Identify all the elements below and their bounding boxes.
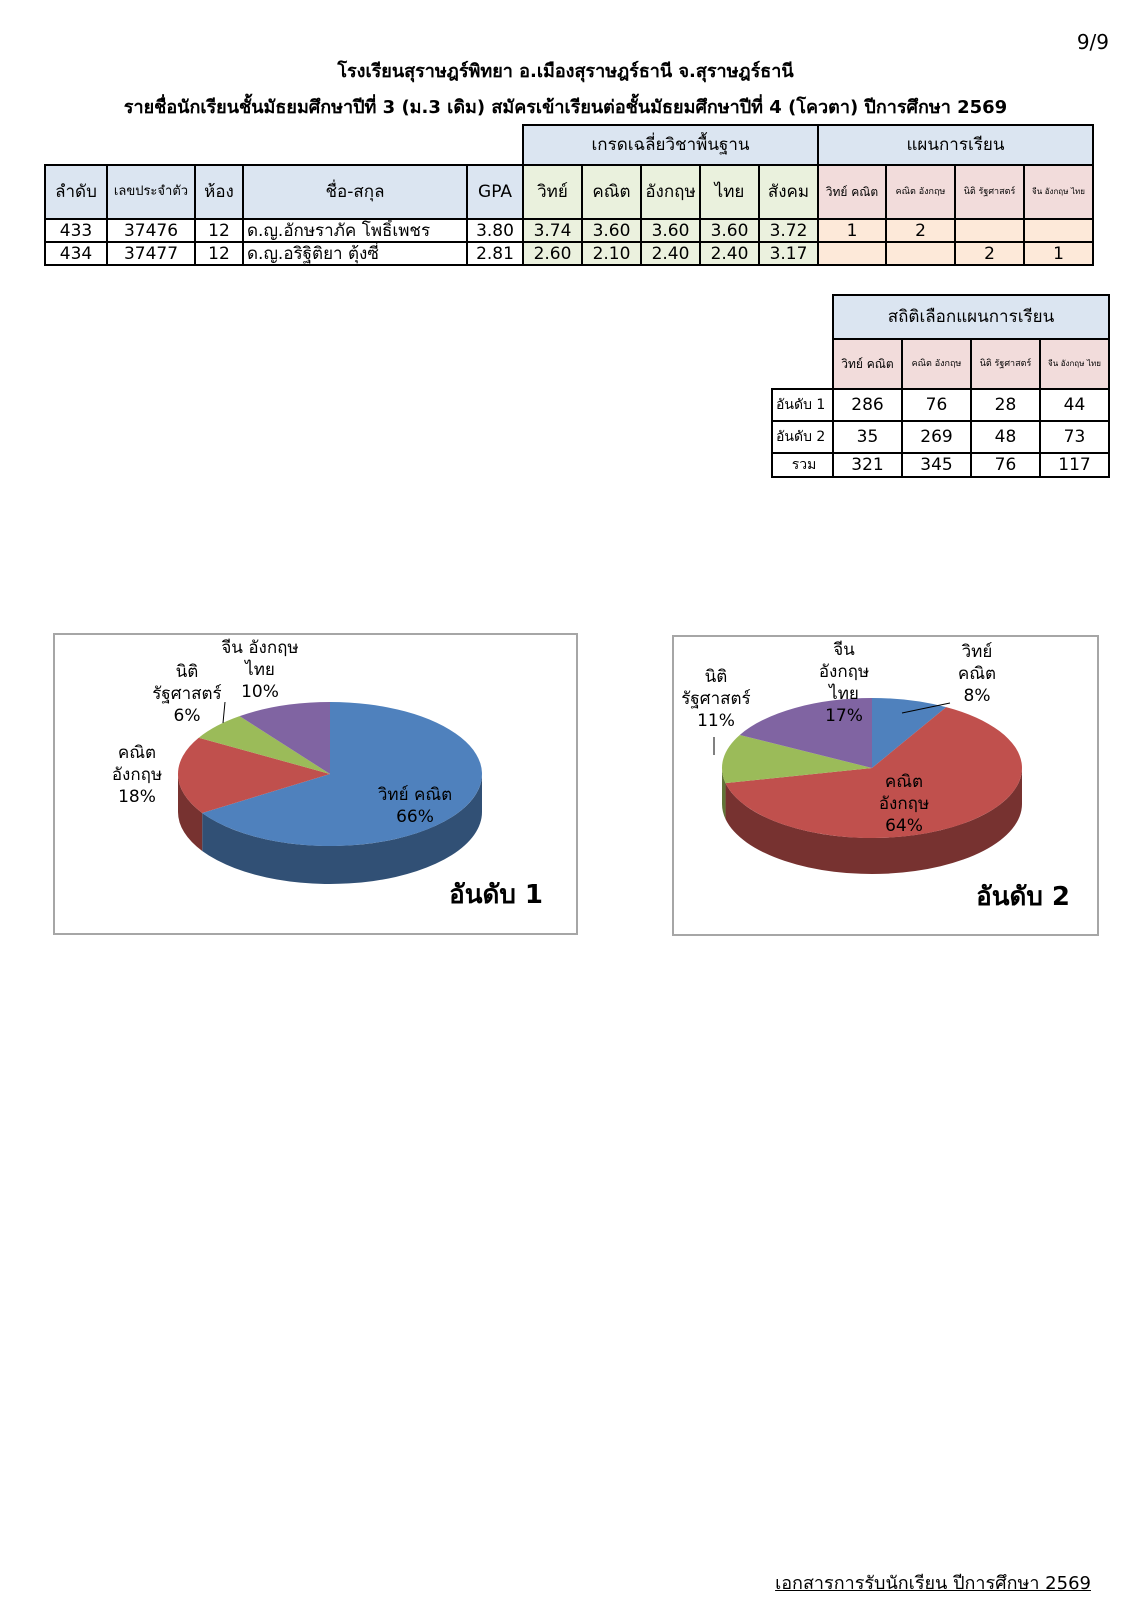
pie-chart-title: อันดับ 1 bbox=[449, 880, 543, 910]
cell-plan-chinese bbox=[1024, 219, 1093, 242]
cell-math: 3.60 bbox=[582, 219, 641, 242]
cell-plan-sci-math bbox=[818, 242, 886, 265]
cell-name: ด.ญ.อริฐิติยา ตุ้งซี่ bbox=[243, 242, 467, 265]
stats-cell: 286 bbox=[833, 389, 902, 421]
table-row bbox=[45, 242, 1093, 265]
stats-cell: 76 bbox=[902, 389, 971, 421]
table-row bbox=[45, 219, 1093, 242]
table-row bbox=[772, 421, 1109, 453]
stats-col-sci-math: วิทย์ คณิต bbox=[833, 339, 902, 389]
col-order: ลำดับ bbox=[45, 165, 107, 219]
cell-name: ด.ญ.อักษราภัค โพธิ์เพชร bbox=[243, 219, 467, 242]
cell-english: 2.40 bbox=[641, 242, 700, 265]
grades-group-header: เกรดเฉลี่ยวิชาพื้นฐาน bbox=[523, 125, 818, 165]
col-plan-math-eng: คณิต อังกฤษ bbox=[886, 165, 955, 219]
pie-chart-rank-1 bbox=[53, 633, 578, 935]
stats-title: สถิติเลือกแผนการเรียน bbox=[833, 295, 1109, 339]
student-table bbox=[44, 124, 1094, 266]
cell-social: 3.17 bbox=[759, 242, 818, 265]
cell-student-id: 37477 bbox=[107, 242, 195, 265]
cell-room: 12 bbox=[195, 219, 243, 242]
col-thai: ไทย bbox=[700, 165, 759, 219]
stats-cell: 321 bbox=[833, 453, 902, 477]
col-name: ชื่อ-สกุล bbox=[243, 165, 467, 219]
col-science: วิทย์ bbox=[523, 165, 582, 219]
stats-cell: 345 bbox=[902, 453, 971, 477]
cell-thai: 2.40 bbox=[700, 242, 759, 265]
stats-cell: 73 bbox=[1040, 421, 1109, 453]
col-plan-chinese: จีน อังกฤษ ไทย bbox=[1024, 165, 1093, 219]
pie-label: คณิตอังกฤษ 18% bbox=[111, 743, 163, 807]
stats-col-math-eng: คณิต อังกฤษ bbox=[902, 339, 971, 389]
table-row bbox=[772, 389, 1109, 421]
cell-order: 434 bbox=[45, 242, 107, 265]
stats-cell: 44 bbox=[1040, 389, 1109, 421]
col-social: สังคม bbox=[759, 165, 818, 219]
cell-english: 3.60 bbox=[641, 219, 700, 242]
pie-label: จีน อังกฤษไทย 10% bbox=[221, 638, 299, 702]
col-english: อังกฤษ bbox=[641, 165, 700, 219]
cell-social: 3.72 bbox=[759, 219, 818, 242]
col-plan-sci-math: วิทย์ คณิต bbox=[818, 165, 886, 219]
pie-label: นิติรัฐศาสตร์ 11% bbox=[681, 667, 751, 731]
cell-science: 2.60 bbox=[523, 242, 582, 265]
stats-row-label: อันดับ 2 bbox=[772, 421, 833, 453]
stats-cell: 35 bbox=[833, 421, 902, 453]
stats-cell: 48 bbox=[971, 421, 1040, 453]
pie-label: วิทย์ คณิต 66% bbox=[377, 785, 453, 827]
stats-row-label: รวม bbox=[772, 453, 833, 477]
page-number: 9/9 bbox=[1076, 30, 1109, 54]
stats-cell: 76 bbox=[971, 453, 1040, 477]
col-room: ห้อง bbox=[195, 165, 243, 219]
cell-plan-math-eng bbox=[886, 242, 955, 265]
pie-label: นิติรัฐศาสตร์ 6% bbox=[152, 662, 222, 726]
stats-cell: 269 bbox=[902, 421, 971, 453]
cell-student-id: 37476 bbox=[107, 219, 195, 242]
pie-label: จีนอังกฤษไทย 17% bbox=[818, 640, 870, 726]
stats-col-law: นิติ รัฐศาสตร์ bbox=[971, 339, 1040, 389]
stats-cell: 28 bbox=[971, 389, 1040, 421]
pie-chart-rank-2 bbox=[672, 635, 1099, 936]
stats-cell: 117 bbox=[1040, 453, 1109, 477]
stats-row-label: อันดับ 1 bbox=[772, 389, 833, 421]
pie-chart-rank-1-svg bbox=[55, 635, 576, 933]
document-subtitle: รายชื่อนักเรียนชั้นมัธยมศึกษาปีที่ 3 (ม.3 เดิม) สมัครเข้าเรียนต่อชั้นมัธยมศึกษาปีที่ 4 (โควตา) ปีการศึกษา 2569 bbox=[123, 97, 1008, 118]
school-title: โรงเรียนสุราษฎร์พิทยา อ.เมืองสุราษฎร์ธานี จ.สุราษฎร์ธานี bbox=[337, 61, 794, 82]
cell-plan-law: 2 bbox=[955, 242, 1024, 265]
cell-room: 12 bbox=[195, 242, 243, 265]
cell-science: 3.74 bbox=[523, 219, 582, 242]
pie-chart-rank-2-svg bbox=[674, 637, 1097, 934]
col-gpa: GPA bbox=[467, 165, 523, 219]
pie-chart-title: อันดับ 2 bbox=[976, 882, 1070, 912]
cell-math: 2.10 bbox=[582, 242, 641, 265]
pie-leader-line bbox=[223, 702, 225, 723]
cell-gpa: 3.80 bbox=[467, 219, 523, 242]
table-row bbox=[772, 453, 1109, 477]
pie-label: วิทย์คณิต 8% bbox=[957, 642, 997, 706]
cell-order: 433 bbox=[45, 219, 107, 242]
stats-col-chinese: จีน อังกฤษ ไทย bbox=[1040, 339, 1109, 389]
cell-plan-sci-math: 1 bbox=[818, 219, 886, 242]
col-student-id: เลขประจำตัว bbox=[107, 165, 195, 219]
cell-gpa: 2.81 bbox=[467, 242, 523, 265]
col-plan-law: นิติ รัฐศาสตร์ bbox=[955, 165, 1024, 219]
cell-plan-law bbox=[955, 219, 1024, 242]
cell-plan-math-eng: 2 bbox=[886, 219, 955, 242]
col-math: คณิต bbox=[582, 165, 641, 219]
pie-label: คณิตอังกฤษ 64% bbox=[878, 772, 930, 836]
plans-group-header: แผนการเรียน bbox=[818, 125, 1093, 165]
footer-note: เอกสารการรับนักเรียน ปีการศึกษา 2569 bbox=[775, 1573, 1091, 1594]
cell-thai: 3.60 bbox=[700, 219, 759, 242]
cell-plan-chinese: 1 bbox=[1024, 242, 1093, 265]
plan-stats-table bbox=[771, 294, 1110, 478]
